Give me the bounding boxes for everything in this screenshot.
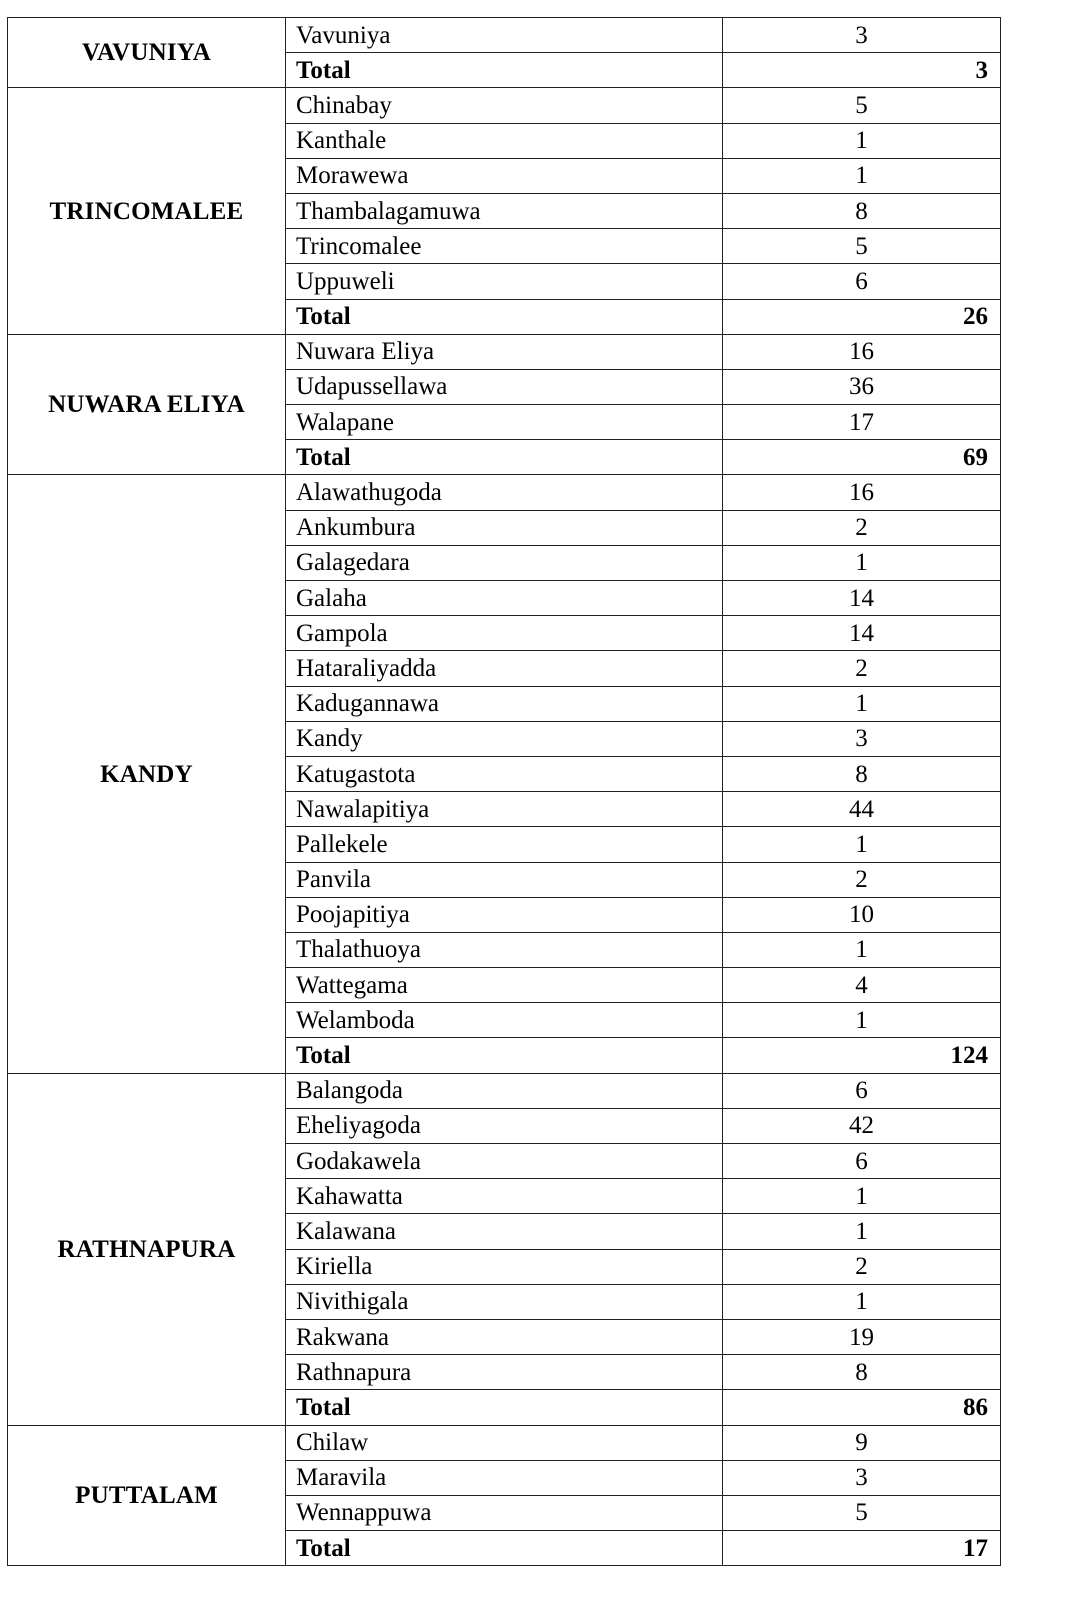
total-value: 69: [723, 440, 1001, 475]
place-count: 6: [723, 1144, 1001, 1179]
place-name: Poojapitiya: [286, 897, 723, 932]
total-value: 124: [723, 1038, 1001, 1073]
place-count: 9: [723, 1425, 1001, 1460]
place-name: Uppuweli: [286, 264, 723, 299]
place-count: 1: [723, 1214, 1001, 1249]
place-count: 2: [723, 651, 1001, 686]
place-count: 8: [723, 193, 1001, 228]
place-count: 1: [723, 1179, 1001, 1214]
total-value: 26: [723, 299, 1001, 334]
place-name: Wattegama: [286, 968, 723, 1003]
place-count: 5: [723, 1495, 1001, 1530]
total-label: Total: [286, 53, 723, 88]
table-row: [8, 1073, 1001, 1108]
place-count: 1: [723, 123, 1001, 158]
place-name: Nuwara Eliya: [286, 334, 723, 369]
place-count: 2: [723, 510, 1001, 545]
place-name: Walapane: [286, 405, 723, 440]
total-value: 17: [723, 1531, 1001, 1566]
place-name: Balangoda: [286, 1073, 723, 1108]
place-name: Eheliyagoda: [286, 1108, 723, 1143]
place-name: Kadugannawa: [286, 686, 723, 721]
place-name: Thambalagamuwa: [286, 193, 723, 228]
place-name: Thalathuoya: [286, 932, 723, 967]
place-name: Gampola: [286, 616, 723, 651]
place-count: 16: [723, 475, 1001, 510]
place-name: Kalawana: [286, 1214, 723, 1249]
place-name: Kanthale: [286, 123, 723, 158]
place-count: 5: [723, 88, 1001, 123]
place-name: Kahawatta: [286, 1179, 723, 1214]
place-count: 6: [723, 264, 1001, 299]
total-label: Total: [286, 440, 723, 475]
place-name: Chilaw: [286, 1425, 723, 1460]
total-value: 3: [723, 53, 1001, 88]
place-count: 1: [723, 1284, 1001, 1319]
district-name: PUTTALAM: [8, 1425, 286, 1566]
table-row: [8, 475, 1001, 510]
table-row: [8, 1425, 1001, 1460]
table-row: [8, 88, 1001, 123]
place-name: Nivithigala: [286, 1284, 723, 1319]
place-name: Vavuniya: [286, 18, 723, 53]
place-name: Wennappuwa: [286, 1495, 723, 1530]
place-name: Hataraliyadda: [286, 651, 723, 686]
district-name: TRINCOMALEE: [8, 88, 286, 334]
place-count: 3: [723, 721, 1001, 756]
place-count: 6: [723, 1073, 1001, 1108]
place-name: Ankumbura: [286, 510, 723, 545]
place-count: 2: [723, 862, 1001, 897]
place-count: 14: [723, 616, 1001, 651]
place-name: Pallekele: [286, 827, 723, 862]
place-name: Udapussellawa: [286, 369, 723, 404]
place-name: Panvila: [286, 862, 723, 897]
district-name: KANDY: [8, 475, 286, 1073]
place-count: 36: [723, 369, 1001, 404]
place-name: Morawewa: [286, 158, 723, 193]
place-count: 14: [723, 581, 1001, 616]
place-count: 10: [723, 897, 1001, 932]
place-count: 1: [723, 158, 1001, 193]
district-table-body: [8, 18, 1001, 1566]
place-name: Alawathugoda: [286, 475, 723, 510]
place-count: 1: [723, 827, 1001, 862]
place-count: 1: [723, 686, 1001, 721]
place-count: 42: [723, 1108, 1001, 1143]
place-count: 16: [723, 334, 1001, 369]
total-label: Total: [286, 299, 723, 334]
table-row: [8, 334, 1001, 369]
place-name: Trincomalee: [286, 229, 723, 264]
district-name: RATHNAPURA: [8, 1073, 286, 1425]
place-count: 17: [723, 405, 1001, 440]
place-name: Kiriella: [286, 1249, 723, 1284]
place-name: Rathnapura: [286, 1355, 723, 1390]
place-name: Nawalapitiya: [286, 792, 723, 827]
place-count: 2: [723, 1249, 1001, 1284]
place-name: Chinabay: [286, 88, 723, 123]
place-count: 3: [723, 1460, 1001, 1495]
place-count: 1: [723, 545, 1001, 580]
place-name: Kandy: [286, 721, 723, 756]
place-count: 8: [723, 756, 1001, 791]
place-name: Rakwana: [286, 1319, 723, 1354]
district-table: [7, 17, 1001, 1566]
place-count: 8: [723, 1355, 1001, 1390]
place-count: 4: [723, 968, 1001, 1003]
place-name: Katugastota: [286, 756, 723, 791]
place-name: Galagedara: [286, 545, 723, 580]
place-count: 1: [723, 1003, 1001, 1038]
place-count: 1: [723, 932, 1001, 967]
place-count: 5: [723, 229, 1001, 264]
place-name: Welamboda: [286, 1003, 723, 1038]
total-label: Total: [286, 1038, 723, 1073]
place-name: Galaha: [286, 581, 723, 616]
place-count: 44: [723, 792, 1001, 827]
district-name: VAVUNIYA: [8, 18, 286, 88]
place-name: Maravila: [286, 1460, 723, 1495]
table-row: [8, 18, 1001, 53]
place-count: 19: [723, 1319, 1001, 1354]
total-label: Total: [286, 1390, 723, 1425]
district-name: NUWARA ELIYA: [8, 334, 286, 475]
place-count: 3: [723, 18, 1001, 53]
total-value: 86: [723, 1390, 1001, 1425]
place-name: Godakawela: [286, 1144, 723, 1179]
total-label: Total: [286, 1531, 723, 1566]
